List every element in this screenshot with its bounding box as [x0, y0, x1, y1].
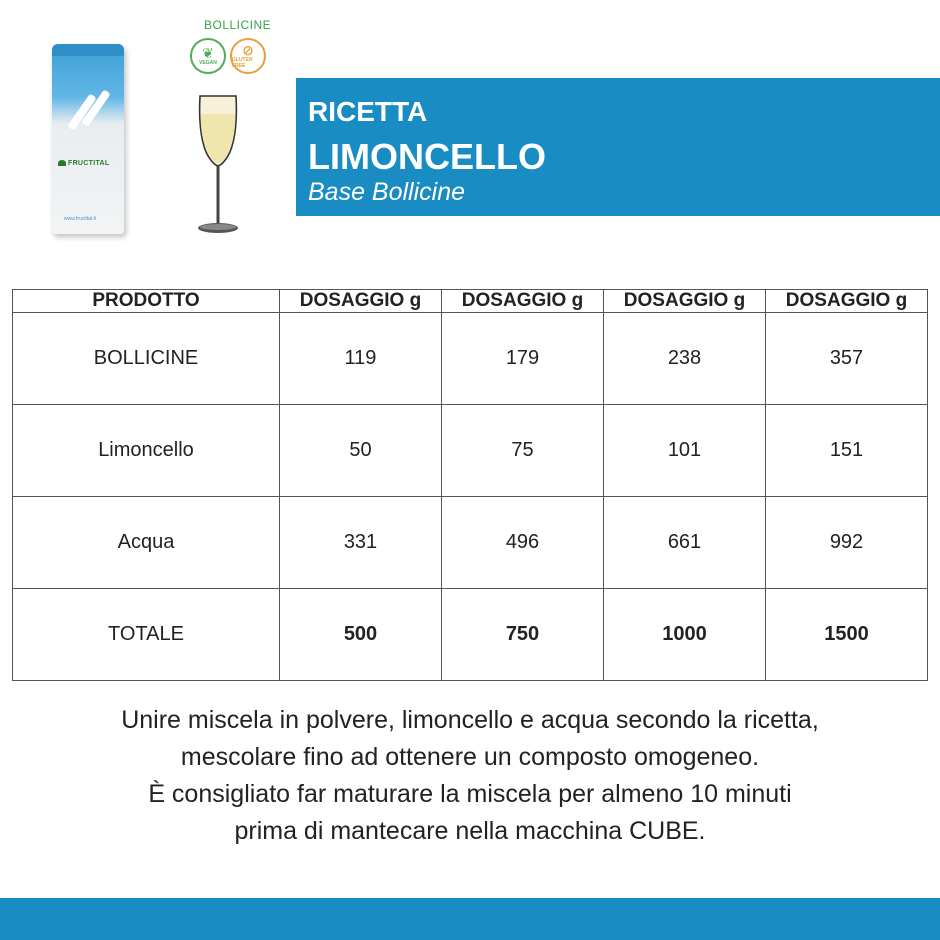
column-header: DOSAGGIO g [280, 290, 442, 313]
gluten-free-badge-text: GLUTEN FREE [232, 57, 253, 69]
dosage-cell: 331 [280, 497, 442, 589]
total-cell: 1000 [604, 589, 766, 681]
product-bag-image [52, 44, 124, 234]
footer-bar [0, 898, 940, 940]
gluten-free-badge [230, 38, 266, 74]
brand-url: www.fructital.it [64, 216, 96, 222]
wheat-icon: ⊘ [242, 42, 254, 58]
total-cell: 750 [442, 589, 604, 681]
ingredient-name: BOLLICINE [13, 313, 280, 405]
total-cell: 500 [280, 589, 442, 681]
ingredient-name: Limoncello [13, 405, 280, 497]
instructions-text [0, 702, 940, 850]
product-label: BOLLICINE [204, 18, 272, 32]
recipe-header [296, 78, 940, 216]
column-header: DOSAGGIO g [766, 290, 928, 313]
bag-top [52, 44, 124, 56]
dosage-cell: 992 [766, 497, 928, 589]
table-row [13, 313, 928, 405]
header-line-ricetta: RICETTA [308, 96, 428, 127]
table-header-row [13, 290, 928, 313]
column-header: PRODOTTO [13, 290, 280, 313]
ingredient-name: Acqua [13, 497, 280, 589]
instructions-line: Unire miscela in polvere, limoncello e acqua secondo la ricetta, [121, 706, 819, 734]
tree-icon [58, 160, 66, 166]
brand-logo-text: FRUCTITAL [68, 160, 110, 167]
column-header: DOSAGGIO g [442, 290, 604, 313]
vegan-badge [190, 38, 226, 74]
leaf-icon: ❦ [202, 45, 214, 61]
vegan-badge-text: VEGAN [199, 60, 217, 66]
dosage-cell: 50 [280, 405, 442, 497]
dosage-cell: 75 [442, 405, 604, 497]
table-row [13, 497, 928, 589]
dosage-cell: 238 [604, 313, 766, 405]
recipe-table [12, 289, 928, 681]
dosage-cell: 357 [766, 313, 928, 405]
dosage-cell: 119 [280, 313, 442, 405]
instructions-line: prima di mantecare nella macchina CUBE. [234, 817, 706, 845]
table-row [13, 405, 928, 497]
table-row-total [13, 589, 928, 681]
total-label: TOTALE [13, 589, 280, 681]
dosage-cell: 179 [442, 313, 604, 405]
dosage-cell: 661 [604, 497, 766, 589]
brand-logo [58, 160, 109, 167]
champagne-glass-image [188, 92, 248, 238]
column-header: DOSAGGIO g [604, 290, 766, 313]
header-line-base: Base Bollicine [308, 178, 466, 206]
dosage-cell: 496 [442, 497, 604, 589]
instructions-line: È consigliato far maturare la miscela per almeno 10 minuti [148, 780, 792, 808]
dosage-cell: 151 [766, 405, 928, 497]
instructions-line: mescolare fino ad ottenere un composto omogeneo. [180, 743, 760, 771]
total-cell: 1500 [766, 589, 928, 681]
header-line-product: LIMONCELLO [308, 136, 546, 177]
dosage-cell: 101 [604, 405, 766, 497]
